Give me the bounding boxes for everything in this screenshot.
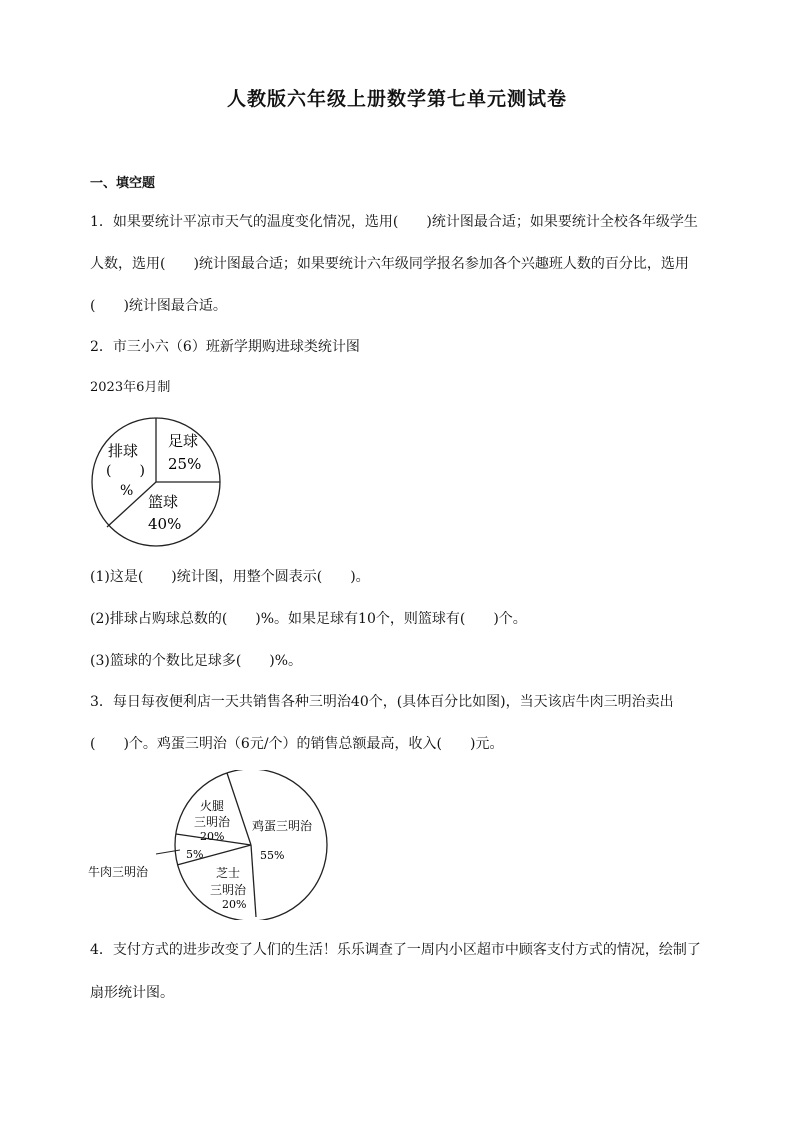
slice-pct-volleyball: % — [120, 483, 134, 499]
slice-label-basketball: 篮球 — [148, 493, 179, 511]
slice-label-beef: 牛肉三明治 — [88, 865, 149, 879]
slice-label-egg: 鸡蛋三明治 — [252, 819, 313, 833]
q1-line-2: 人数，选用( )统计图最合适；如果要统计六年级同学报名参加各个兴趣班人数的百分比，选用 — [90, 256, 689, 272]
q1-line-3: ( )统计图最合适。 — [90, 298, 227, 314]
pie-divider-bottom — [251, 845, 256, 917]
slice-pct-egg: 55% — [260, 849, 285, 862]
slice-paren-volleyball: ( ) — [106, 463, 145, 479]
q4-line-2: 扇形统计图。 — [90, 985, 174, 1001]
slice-pct-cheese: 20% — [222, 898, 247, 911]
q3-line-2: ( )个。鸡蛋三明治（6元/个）的销售总额最高，收入( )元。 — [90, 736, 504, 752]
q3-line-1: 3．每日每夜便利店一天共销售各种三明治40个，(具体百分比如图)，当天该店牛肉三明治卖出 — [90, 694, 674, 710]
pie-divider-top — [227, 773, 251, 845]
slice-pct-ham: 20% — [200, 830, 225, 843]
q1-line-1: 1．如果要统计平凉市天气的温度变化情况，选用( )统计图最合适；如果要统计全校各年级学生 — [90, 214, 698, 230]
slice-pct-beef: 5% — [186, 848, 204, 861]
ball-pie-chart — [88, 413, 228, 551]
q2-sub-2: (2)排球占购球总数的( )%。如果足球有10个，则篮球有( )个。 — [90, 611, 527, 627]
slice-pct-basketball: 40% — [148, 515, 182, 533]
slice-label-ham-2: 三明治 — [194, 815, 231, 829]
page-title: 人教版六年级上册数学第七单元测试卷 — [226, 88, 567, 110]
beef-leader-line — [156, 850, 180, 854]
slice-label-cheese-1: 芝士 — [216, 866, 241, 880]
q2-sub-3: (3)篮球的个数比足球多( )%。 — [90, 653, 303, 669]
q2-sub-1: (1)这是( )统计图，用整个圆表示( )。 — [90, 569, 370, 585]
slice-label-football: 足球 — [168, 432, 199, 450]
section-heading-fill-in: 一、填空题 — [90, 176, 156, 191]
q4-line-1: 4．支付方式的进步改变了人们的生活！乐乐调查了一周内小区超市中顾客支付方式的情况，绘制了 — [90, 942, 701, 958]
slice-pct-football: 25% — [168, 455, 202, 473]
slice-label-cheese-2: 三明治 — [210, 883, 247, 897]
slice-label-volleyball: 排球 — [108, 442, 139, 460]
q2-date: 2023年6月制 — [90, 380, 171, 395]
sandwich-pie-chart — [84, 770, 334, 920]
q2-title: 2．市三小六（6）班新学期购进球类统计图 — [90, 339, 360, 355]
slice-label-ham-1: 火腿 — [200, 799, 225, 813]
